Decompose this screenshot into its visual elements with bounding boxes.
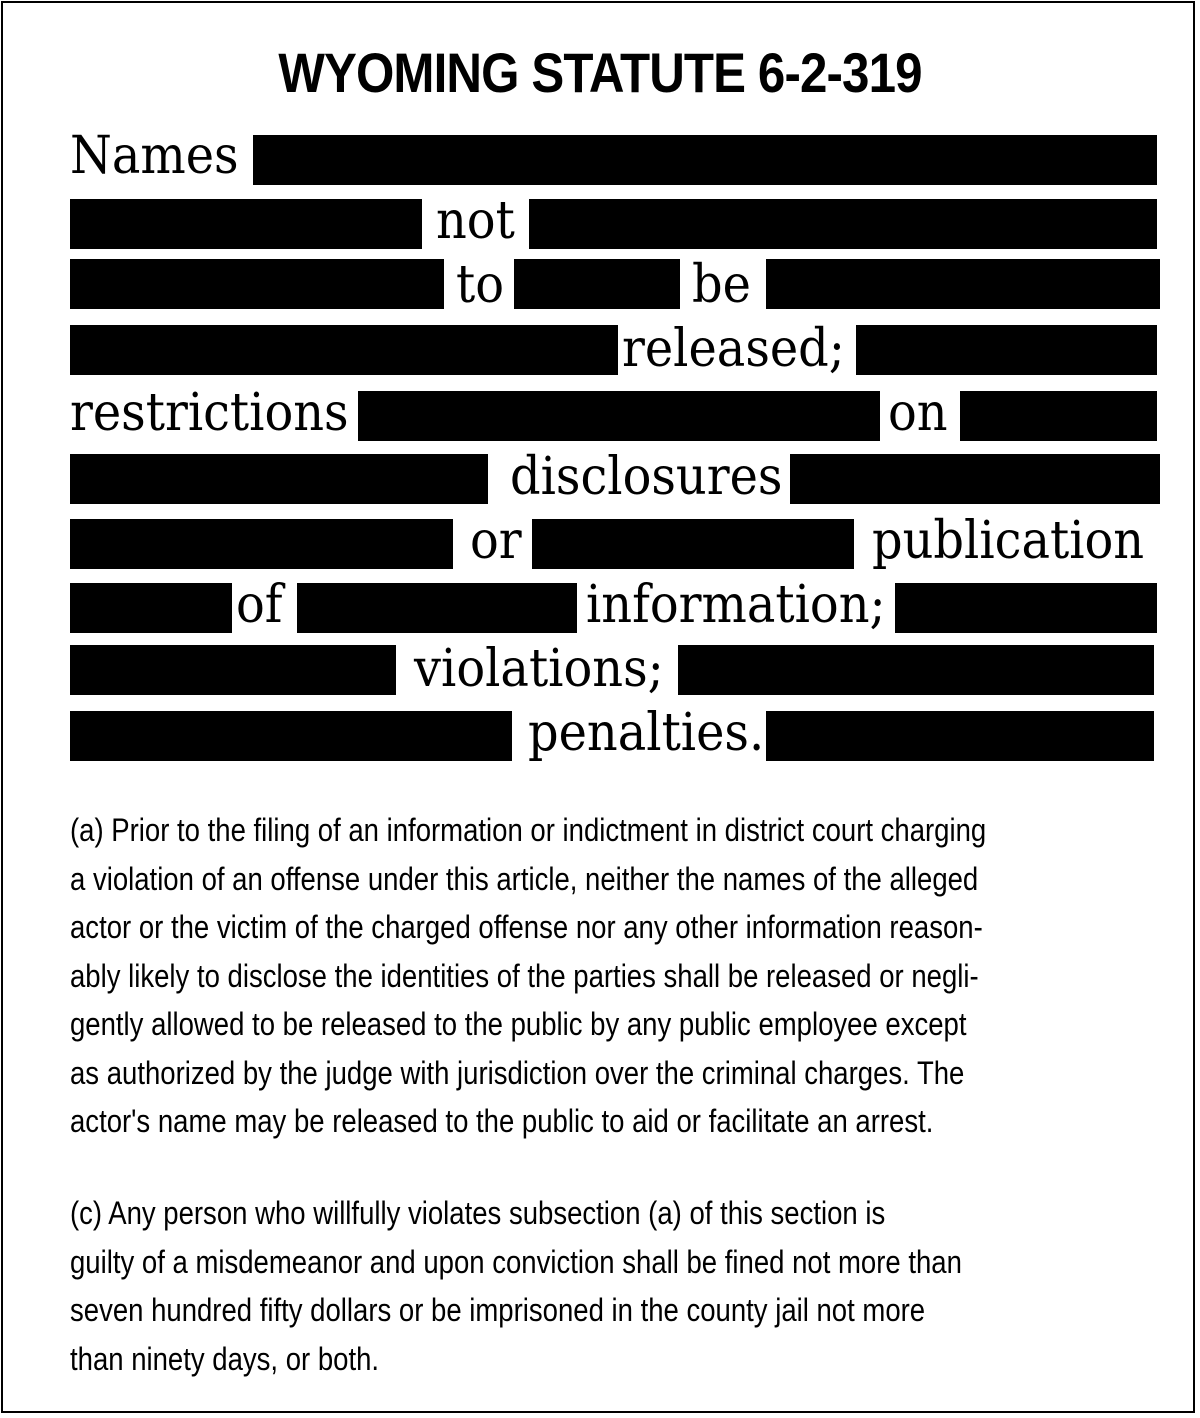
redaction-bar <box>678 645 1154 695</box>
paragraph-c <box>70 1189 1145 1383</box>
word-on: on <box>888 383 948 443</box>
statute-title: WYOMING STATUTE 6-2-319 <box>278 41 922 104</box>
word-or: or <box>470 511 522 571</box>
paragraph-line: a violation of an offense under this article, neither the names of the alleged <box>70 860 979 897</box>
word-violations: violations; <box>414 639 664 699</box>
redaction-bar <box>70 519 453 569</box>
paragraph-line: as authorized by the judge with jurisdiction over the criminal charges. The <box>70 1054 965 1091</box>
paragraph-line: actor or the victim of the charged offense nor any other information reason- <box>70 909 983 945</box>
word-names: Names <box>70 126 239 186</box>
redaction-bar <box>70 325 618 375</box>
paragraph-line: guilty of a misdemeanor and upon conviction shall be fined not more than <box>70 1243 962 1280</box>
paragraph-line: seven hundred fifty dollars or be imprisoned in the county jail not more <box>70 1292 926 1328</box>
redaction-bar <box>253 135 1157 185</box>
redaction-bar <box>960 391 1157 441</box>
redaction-bar <box>297 583 577 633</box>
redaction-bar <box>70 711 512 761</box>
paragraph-line: (a) Prior to the filing of an information or indictment in district court charging <box>70 812 987 848</box>
redaction-bar <box>766 711 1154 761</box>
paragraph-line: actor's name may be released to the public to aid or facilitate an arrest. <box>70 1103 934 1139</box>
word-of: of <box>236 575 283 635</box>
redaction-bar <box>766 259 1160 309</box>
paragraph-line: gently allowed to be released to the public by any public employee except <box>70 1006 967 1042</box>
word-publication: publication <box>872 511 1145 571</box>
paragraph-a <box>70 806 1145 1146</box>
redaction-bar <box>70 583 232 633</box>
redaction-bar <box>529 199 1157 249</box>
word-not: not <box>436 191 515 251</box>
redaction-bar <box>70 199 422 249</box>
word-disclosures: disclosures <box>510 447 783 507</box>
paragraph-line: (c) Any person who willfully violates subsection (a) of this section is <box>70 1195 886 1231</box>
word-be: be <box>692 255 751 315</box>
redaction-bar <box>70 259 444 309</box>
redaction-bar <box>790 454 1160 504</box>
word-information: information; <box>586 575 886 635</box>
redaction-bar <box>895 583 1157 633</box>
paragraph-line: ably likely to disclose the identities of the parties shall be released or negli- <box>70 957 979 994</box>
word-released: released; <box>622 319 845 379</box>
paragraph-line: than ninety days, or both. <box>70 1340 380 1377</box>
word-to: to <box>456 255 505 315</box>
redaction-bar <box>856 325 1157 375</box>
word-restrictions: restrictions <box>70 383 349 443</box>
redaction-bar <box>514 259 680 309</box>
redaction-bar <box>358 391 880 441</box>
word-penalties: penalties. <box>528 703 765 763</box>
redaction-bar <box>70 645 396 695</box>
redaction-bar <box>70 454 488 504</box>
redaction-bar <box>532 519 854 569</box>
